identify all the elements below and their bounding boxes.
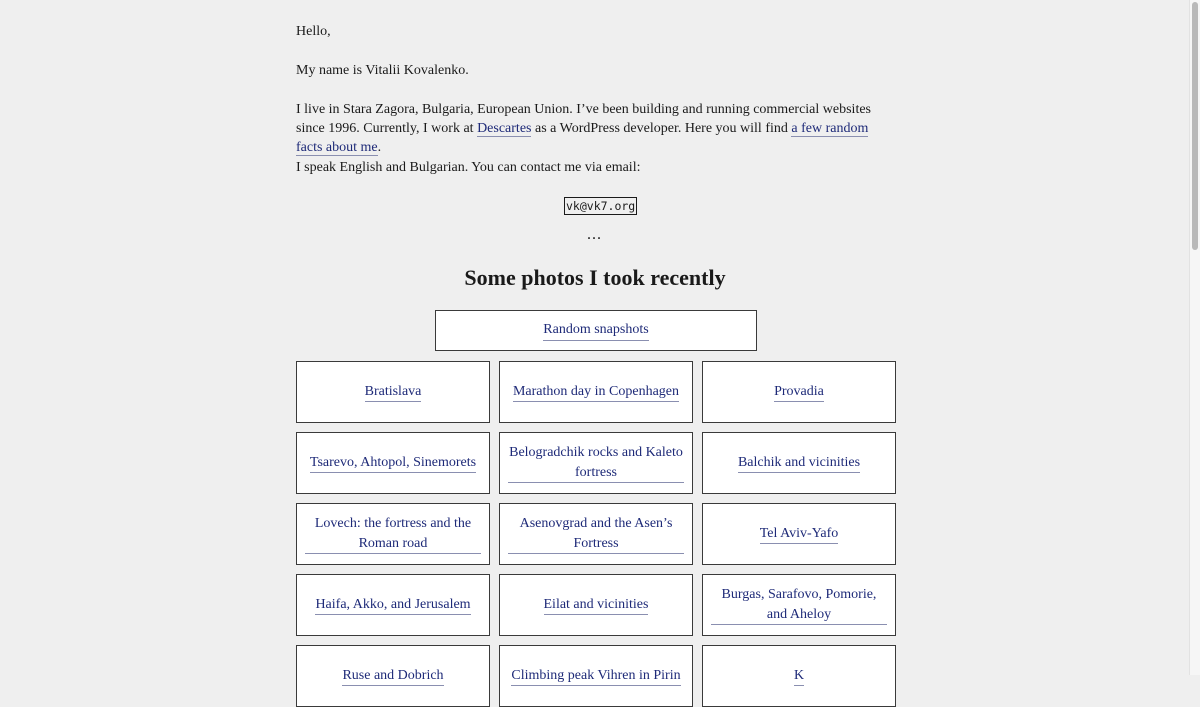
gallery-card[interactable] [296,503,490,565]
bio-paragraph [296,100,886,157]
gallery-link[interactable]: Haifa, Akko, and Jerusalem [315,595,470,616]
gallery-card[interactable] [702,645,896,707]
gallery-link[interactable]: Climbing peak Vihren in Pirin [511,666,680,687]
gallery-card[interactable] [499,574,693,636]
contact-text: I speak English and Bulgarian. You can contact me via email: [296,160,641,175]
gallery-link[interactable]: Tel Aviv-Yafo [760,524,839,545]
gallery-link[interactable]: Lovech: the fortress and the Roman road [305,514,481,554]
gallery-card[interactable] [702,432,896,494]
gallery-card[interactable] [499,361,693,423]
gallery-card[interactable] [296,574,490,636]
gallery-card[interactable] [296,432,490,494]
gallery-link[interactable]: Belogradchik rocks and Kaleto fortress [508,443,684,483]
gallery-card[interactable] [296,645,490,707]
gallery-link[interactable]: Provadia [774,382,824,403]
gallery-link-random-snapshots[interactable]: Random snapshots [543,320,648,341]
name-text: My name is Vitalii Kovalenko. [296,63,469,78]
gallery-card[interactable] [499,503,693,565]
bio-text-1: I live in Stara Zagora, Bulgaria, European Union. I’ve been building and running commercial websites since 1996. Currently, I work at [296,102,871,136]
gallery-card[interactable] [499,645,693,707]
gallery-link[interactable]: Balchik and vicinities [738,453,860,474]
scrollbar-thumb[interactable] [1192,2,1198,250]
gallery-link[interactable]: Eilat and vicinities [544,595,649,616]
gallery-card[interactable] [702,503,896,565]
gallery-link[interactable]: K [794,666,804,687]
gallery-link[interactable]: Bratislava [365,382,422,403]
gallery-card[interactable] [296,361,490,423]
bio-text-2: as a WordPress developer. Here you will find [531,121,792,136]
greeting-text: Hello, [296,24,331,39]
photos-heading: Some photos I took recently [464,265,726,290]
gallery-link[interactable]: Burgas, Sarafovo, Pomorie, and Aheloy [711,585,887,625]
gallery-link[interactable]: Tsarevo, Ahtopol, Sinemorets [310,453,476,474]
gallery-card-featured[interactable] [435,310,757,351]
scrollbar[interactable] [1189,0,1200,675]
gallery-link[interactable]: Marathon day in Copenhagen [513,382,679,403]
gallery-card[interactable] [702,361,896,423]
gallery-card[interactable] [499,432,693,494]
descartes-link[interactable]: Descartes [477,121,532,136]
gallery-card[interactable] [702,574,896,636]
gallery-link[interactable]: Ruse and Dobrich [342,666,443,687]
random-facts-link[interactable]: a few random facts about me [296,121,869,155]
bio-text-3: . [377,140,382,155]
section-separator: ... [587,226,602,243]
gallery-link[interactable]: Asenovgrad and the Asen’s Fortress [508,514,684,554]
email-address[interactable]: vk@vk7.org [566,199,636,213]
